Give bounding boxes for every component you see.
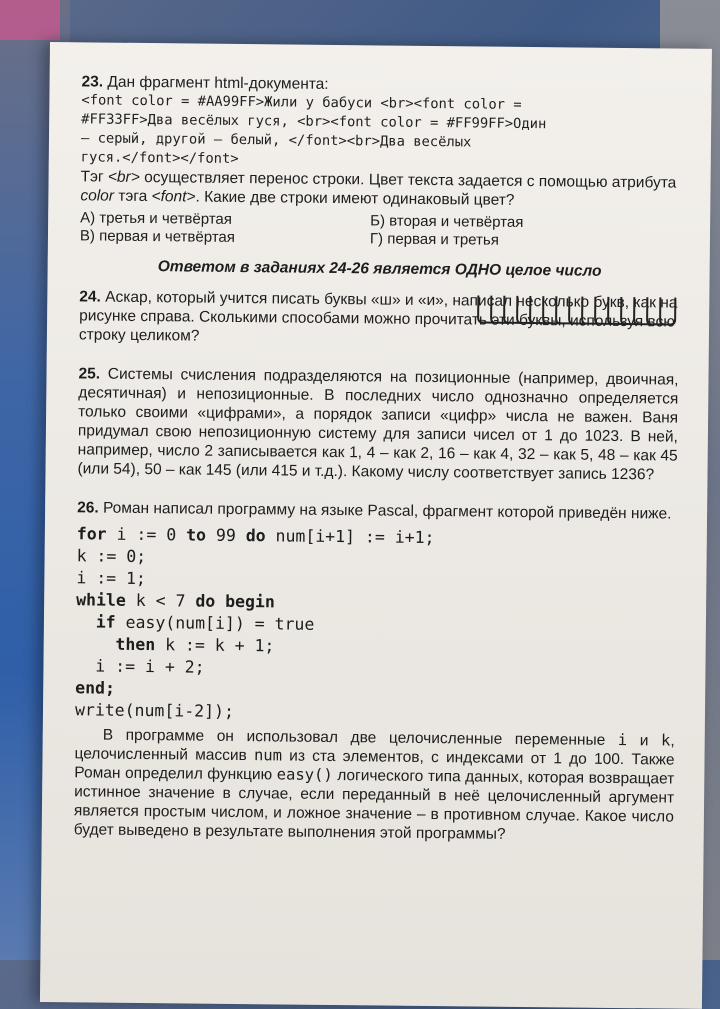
code-line: <font color = #AA99FF>Жили у бабуси <br><font color = [81,92,522,113]
code-text: k := k + 1; [155,635,275,656]
code-text: i := 0 [106,524,187,545]
answer-options [80,209,680,251]
option-a: А) третья и четвёртая [80,209,233,228]
question-25 [77,364,678,484]
question-text: Системы счисления подразделяются на позиционные (например, двоичная, десятичная) и непозиционные. В последних число однозначно определяется только своими «цифрами», а порядок записи «цифр» числа не важен. Ваня придумал свою непозиционную систему для записи чисел от 1 до 1023. В ней, например, число 2 записывается как 1, 4 – как 2, 16 – как 4, 32 – как 5, 48 – как 45 (или 54), 50 – как 145 (или 415 и т.д.). Какому числу соответствует запись 1236? [77,365,679,484]
code-line: #FF33FF>Два весёлых гуся, <br><font color = #FF99FF>Один [81,111,547,133]
keyword: if [95,612,116,632]
text-fragment: и [627,732,662,750]
text-fragment: , целочисленный массив [74,732,675,765]
keyword: while [76,590,126,610]
var-i: i [617,730,628,750]
text-fragment: . Какие две строки имеют одинаковый цвет? [195,188,515,209]
code-text: easy(num[i]) = true [115,612,315,634]
text-fragment: из ста элементов, с индексами от 1 до 100. Также Роман определил функцию [74,747,675,784]
keyword: end; [75,678,116,698]
pink-object [0,0,60,40]
code-text: write(num[i-2]); [74,700,235,721]
question-number: 26. [77,499,99,517]
question-26 [74,498,678,845]
section-header: Ответом в заданиях 24-26 является ОДНО целое число [157,258,602,280]
var-k: k [660,731,671,750]
question-text [74,725,675,845]
tag-br: <br> [107,168,140,186]
keyword: then [115,634,156,655]
code-line: гуся.</font></font> [80,149,239,167]
question-text: Аскар, который учится писать буквы «ш» и «и», написал несколько букв, как на рисунке справа. Сколькими способами можно прочитать эти буквы, используя всю строку целиком? [78,288,678,345]
question-number: 25. [78,365,101,383]
code-text: i := 1; [76,568,147,589]
question-23 [80,72,682,251]
page-content [74,72,682,845]
question-number: 23. [81,73,104,91]
pascal-code-block [75,523,677,727]
fn-easy: easy() [276,765,333,785]
text-fragment: логического типа данных, которая возвращает истинное значение в случае, если переданный в неё целочисленный аргумент является простым числом, и ложное значение – в противном случае. Какое число будет выведено в результате выполнения этой программы? [73,767,675,843]
keyword: do begin [195,591,275,612]
code-text: i := i + 2; [95,656,205,677]
text-fragment: тэга [113,187,152,206]
question-intro: Дан фрагмент html-документа: [107,73,329,93]
question-number: 24. [79,288,101,306]
var-num: num [253,746,283,765]
code-text: k := 0; [76,546,147,567]
option-b: Б) вторая и четвёртая [370,212,524,231]
text-fragment: В программе он использовал две целочисленные переменные [102,726,618,749]
question-intro: Роман написал программу на языке Pascal, фрагмент которой приведён ниже. [102,499,672,523]
code-line: – серый, другой – белый, </font><br>Два весёлых [80,130,472,151]
html-code-block [81,91,682,173]
paper-sheet [40,42,712,1009]
text-fragment: Тэг [80,168,109,186]
keyword: do [245,526,266,546]
option-v: В) первая и четвёртая [79,227,236,246]
tag-font: <font> [151,188,196,206]
option-g: Г) первая и третья [369,230,499,249]
question-24 [79,287,680,350]
keyword: for [76,524,107,544]
code-text: num[i+1] := i+1; [265,526,435,548]
attr-color: color [80,187,115,205]
code-text: 99 [205,525,246,546]
code-text: k < 7 [125,590,196,611]
keyword: to [186,525,207,545]
question-text [80,167,680,211]
handwritten-letters-figure [474,291,679,327]
text-fragment: осуществляет перенос строки. Цвет текста задается с помощью атрибута [139,168,677,192]
